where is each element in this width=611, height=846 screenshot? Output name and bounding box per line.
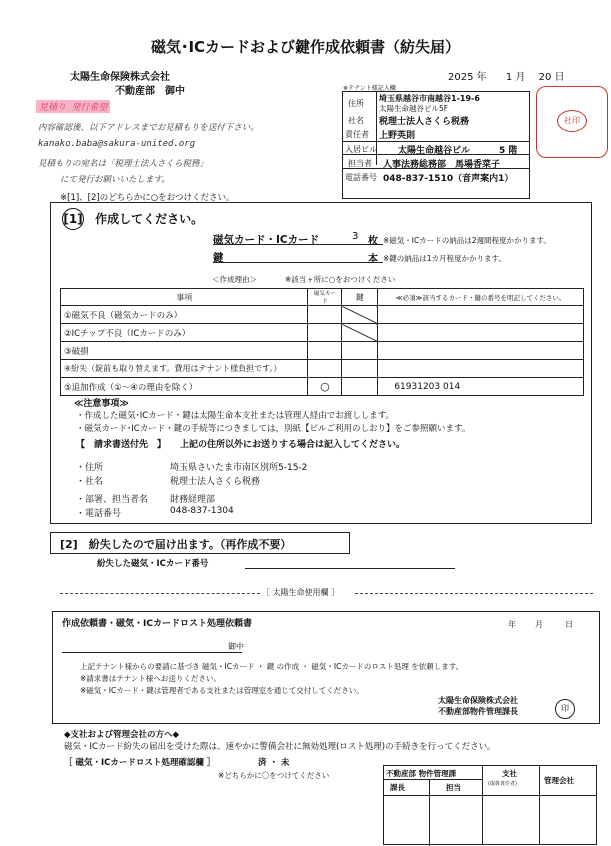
- row-number[interactable]: [378, 360, 584, 378]
- date: 2025 年 1 月 20 日: [448, 72, 565, 83]
- official-honorific: 御中: [228, 642, 244, 651]
- row-number[interactable]: [378, 306, 584, 324]
- send-note: 上記の住所以外にお送りする場合は記入してください。: [180, 440, 406, 450]
- footer-notice-body: 磁気・ICカード紛失の届出を受けた際は、速やかに警備会社に無効処理(ロスト処理)の手続きを行ってください。: [64, 742, 496, 752]
- table-head-card: 磁気カード: [308, 289, 342, 306]
- building-label: 入居ビル: [345, 145, 377, 154]
- grid-sub-staff: 担当: [446, 783, 461, 792]
- floor: 5 階: [499, 146, 518, 156]
- send-dept-label: ・部署、担当者名: [76, 495, 149, 505]
- table-row: [61, 378, 584, 396]
- row-key-mark: [342, 324, 378, 342]
- grid-head-property: 不動産部 物件管理課: [386, 769, 457, 778]
- company-label: 社名: [348, 116, 364, 125]
- row-card-mark[interactable]: [308, 360, 342, 378]
- official-body3: ※磁気・ICカード・鍵は管理者である支社または管理室を通じて交付してください。: [80, 686, 364, 695]
- section1-number: [1]: [62, 208, 84, 230]
- reason-note: ※該当ヶ所に○をおつけください: [285, 275, 396, 284]
- card-label: 磁気カード・ICカード: [213, 234, 320, 246]
- row-card-mark[interactable]: [308, 342, 342, 360]
- notes-line2: ・磁気カード･ICカード・鍵の手続等につきましては，別紙【ビルご利用のしおり】をご参照願います。: [76, 424, 471, 434]
- table-row: [61, 360, 584, 378]
- row-label: ①磁気不良（磁気カードのみ）: [61, 306, 308, 324]
- address-line2: 太陽生命越谷ビル5F: [379, 104, 449, 113]
- section1-heading: [1] 作成してください。: [62, 208, 203, 230]
- contact-label: 担当者: [348, 159, 372, 168]
- recipient-company: 太陽生命保険株式会社: [70, 72, 170, 83]
- handwritten-line4: にて発行お願いいたします。: [60, 175, 170, 185]
- card-note: ※磁気・ICカードの納品は2週間程度かかります。: [383, 236, 551, 245]
- official-body1: 上記テナント様からの要請に基づき 磁気・ICカード ・ 鍵 の作成 ・ 磁気・ICカードのロスト処理 を依頼します。: [80, 662, 464, 671]
- official-year-unit: 年: [508, 620, 516, 629]
- phone-value: 048-837-1510（音声案内1）: [383, 174, 514, 184]
- official-title: 作成依頼書・磁気・ICカードロスト処理依頼書: [62, 619, 252, 629]
- row-number[interactable]: 61931203 014: [378, 378, 584, 396]
- official-seal: 印: [555, 699, 575, 719]
- address-line1: 埼玉県越谷市南越谷1-19-6: [379, 94, 480, 103]
- row-key-mark: [342, 306, 378, 324]
- row-key-mark[interactable]: [342, 360, 378, 378]
- send-dept-value: 財務経理部: [170, 495, 216, 505]
- table-row: [61, 306, 584, 324]
- send-addr-label: ・住所: [76, 463, 104, 473]
- notes-heading: ≪注意事項≫: [74, 399, 129, 409]
- key-label: 鍵: [213, 252, 224, 264]
- company-seal-stamp: 社印: [536, 86, 608, 158]
- send-company-label: ・社名: [76, 477, 104, 487]
- tenant-box: [342, 91, 530, 199]
- row-card-mark[interactable]: [308, 324, 342, 342]
- row-key-mark[interactable]: [342, 342, 378, 360]
- person-value: 上野英則: [379, 131, 416, 141]
- phone-label: 電話番号: [345, 173, 377, 182]
- page-title: 磁気･ICカードおよび鍵作成依頼書（紡失届）: [150, 38, 461, 56]
- company-value: 税理士法人さくら税務: [379, 117, 470, 127]
- row-label: ③破損: [61, 342, 308, 360]
- send-label: 【 請求書送付先 】: [76, 440, 167, 450]
- footer-confirm-label: ［ 磁気・ICカードロスト処理確認欄 ］: [64, 758, 216, 768]
- lost-card-number-line[interactable]: [245, 568, 455, 569]
- row-card-mark[interactable]: [308, 306, 342, 324]
- handwritten-line1: 内容確認後、以下アドレスまでお見積もりを送付下さい。: [38, 123, 259, 133]
- official-body2: ※請求書はテナント様へお送りください。: [80, 674, 221, 683]
- official-issuer2: 不動産部物件管理課長: [438, 707, 518, 716]
- instruction: ※[1]、[2]のどちらかに○をおつけください。: [60, 193, 235, 203]
- contact-value: 人事法務総務部 馬場香菜子: [383, 160, 501, 170]
- recipient-dept: 不動産部 御中: [115, 86, 185, 97]
- grid-head-manager: 管理会社: [544, 776, 574, 785]
- footer-confirm-value[interactable]: 済 ・ 未: [258, 758, 290, 768]
- key-unit: 本: [368, 254, 378, 265]
- reason-table: [60, 288, 584, 396]
- person-label: 責任者: [345, 130, 369, 139]
- reason-title: ＜作成理由＞: [212, 275, 257, 284]
- footer-confirm-note: ※どちらかに〇をつけてください: [218, 771, 330, 780]
- table-head-key: 鍵: [342, 289, 378, 306]
- building-value: 太陽生命越谷ビル: [398, 146, 471, 156]
- row-key-mark[interactable]: [342, 378, 378, 396]
- handwritten-tag: 見積り 発行希望: [36, 100, 110, 113]
- section2-heading: [2] 紛失したので届け出ます。（再作成不要）: [60, 538, 292, 551]
- table-row: [61, 342, 584, 360]
- address-label: 住所: [348, 99, 364, 108]
- footer-notice-head: ◆支社および管理会社の方へ◆: [64, 730, 180, 740]
- row-label: ②ICチップ不良（ICカードのみ）: [61, 324, 308, 342]
- row-number[interactable]: [378, 324, 584, 342]
- handwritten-line3: 見積もりの宛名は「税理士法人さくら税務」: [38, 159, 209, 169]
- row-label: ④紛失（錠前も取り替えます。費用はテナント様負担です。）: [61, 360, 308, 378]
- grid-sub-chief: 課長: [390, 783, 405, 792]
- table-head-item: 事項: [61, 289, 308, 306]
- handwritten-email: kanako.baba@sakura-united.org: [38, 139, 196, 149]
- send-addr-value: 埼玉県さいたま市南区別所5-15-2: [170, 463, 308, 473]
- grid-head-branch: 支社: [502, 769, 517, 778]
- card-unit: 枚: [368, 236, 378, 247]
- grid-head-branch-sub: (取扱責任者): [488, 781, 517, 787]
- approval-grid: [383, 765, 597, 845]
- official-separator: ［ 太陽生命使用欄 ］: [262, 588, 340, 597]
- card-count: 3: [352, 231, 359, 242]
- official-day-unit: 日: [565, 620, 573, 629]
- table-row: [61, 324, 584, 342]
- row-label: ⑤追加作成（①～④の理由を除く）: [61, 378, 308, 396]
- send-company-value: 税理士法人さくら税務: [170, 477, 261, 487]
- row-card-mark[interactable]: ○: [308, 378, 342, 396]
- notes-line1: ・作成した磁気･ICカード・鍵は太陽生命本支社または管理人経由でお渡しします。: [76, 411, 395, 421]
- tenant-note: ※テナント様記入欄: [343, 85, 396, 92]
- send-phone-value: 048-837-1304: [170, 506, 234, 516]
- lost-card-label: 紛失した磁気・ICカード番号: [97, 559, 209, 569]
- official-issuer1: 太陽生命保険株式会社: [438, 696, 518, 705]
- row-number[interactable]: [378, 342, 584, 360]
- key-note: ※鍵の納品は1カ月程度かかります。: [383, 254, 506, 263]
- send-phone-label: ・電話番号: [76, 509, 122, 519]
- table-head-number: ≪必須≫該当するカード・鍵の番号を明記してください。: [378, 289, 584, 306]
- official-month-unit: 月: [535, 620, 543, 629]
